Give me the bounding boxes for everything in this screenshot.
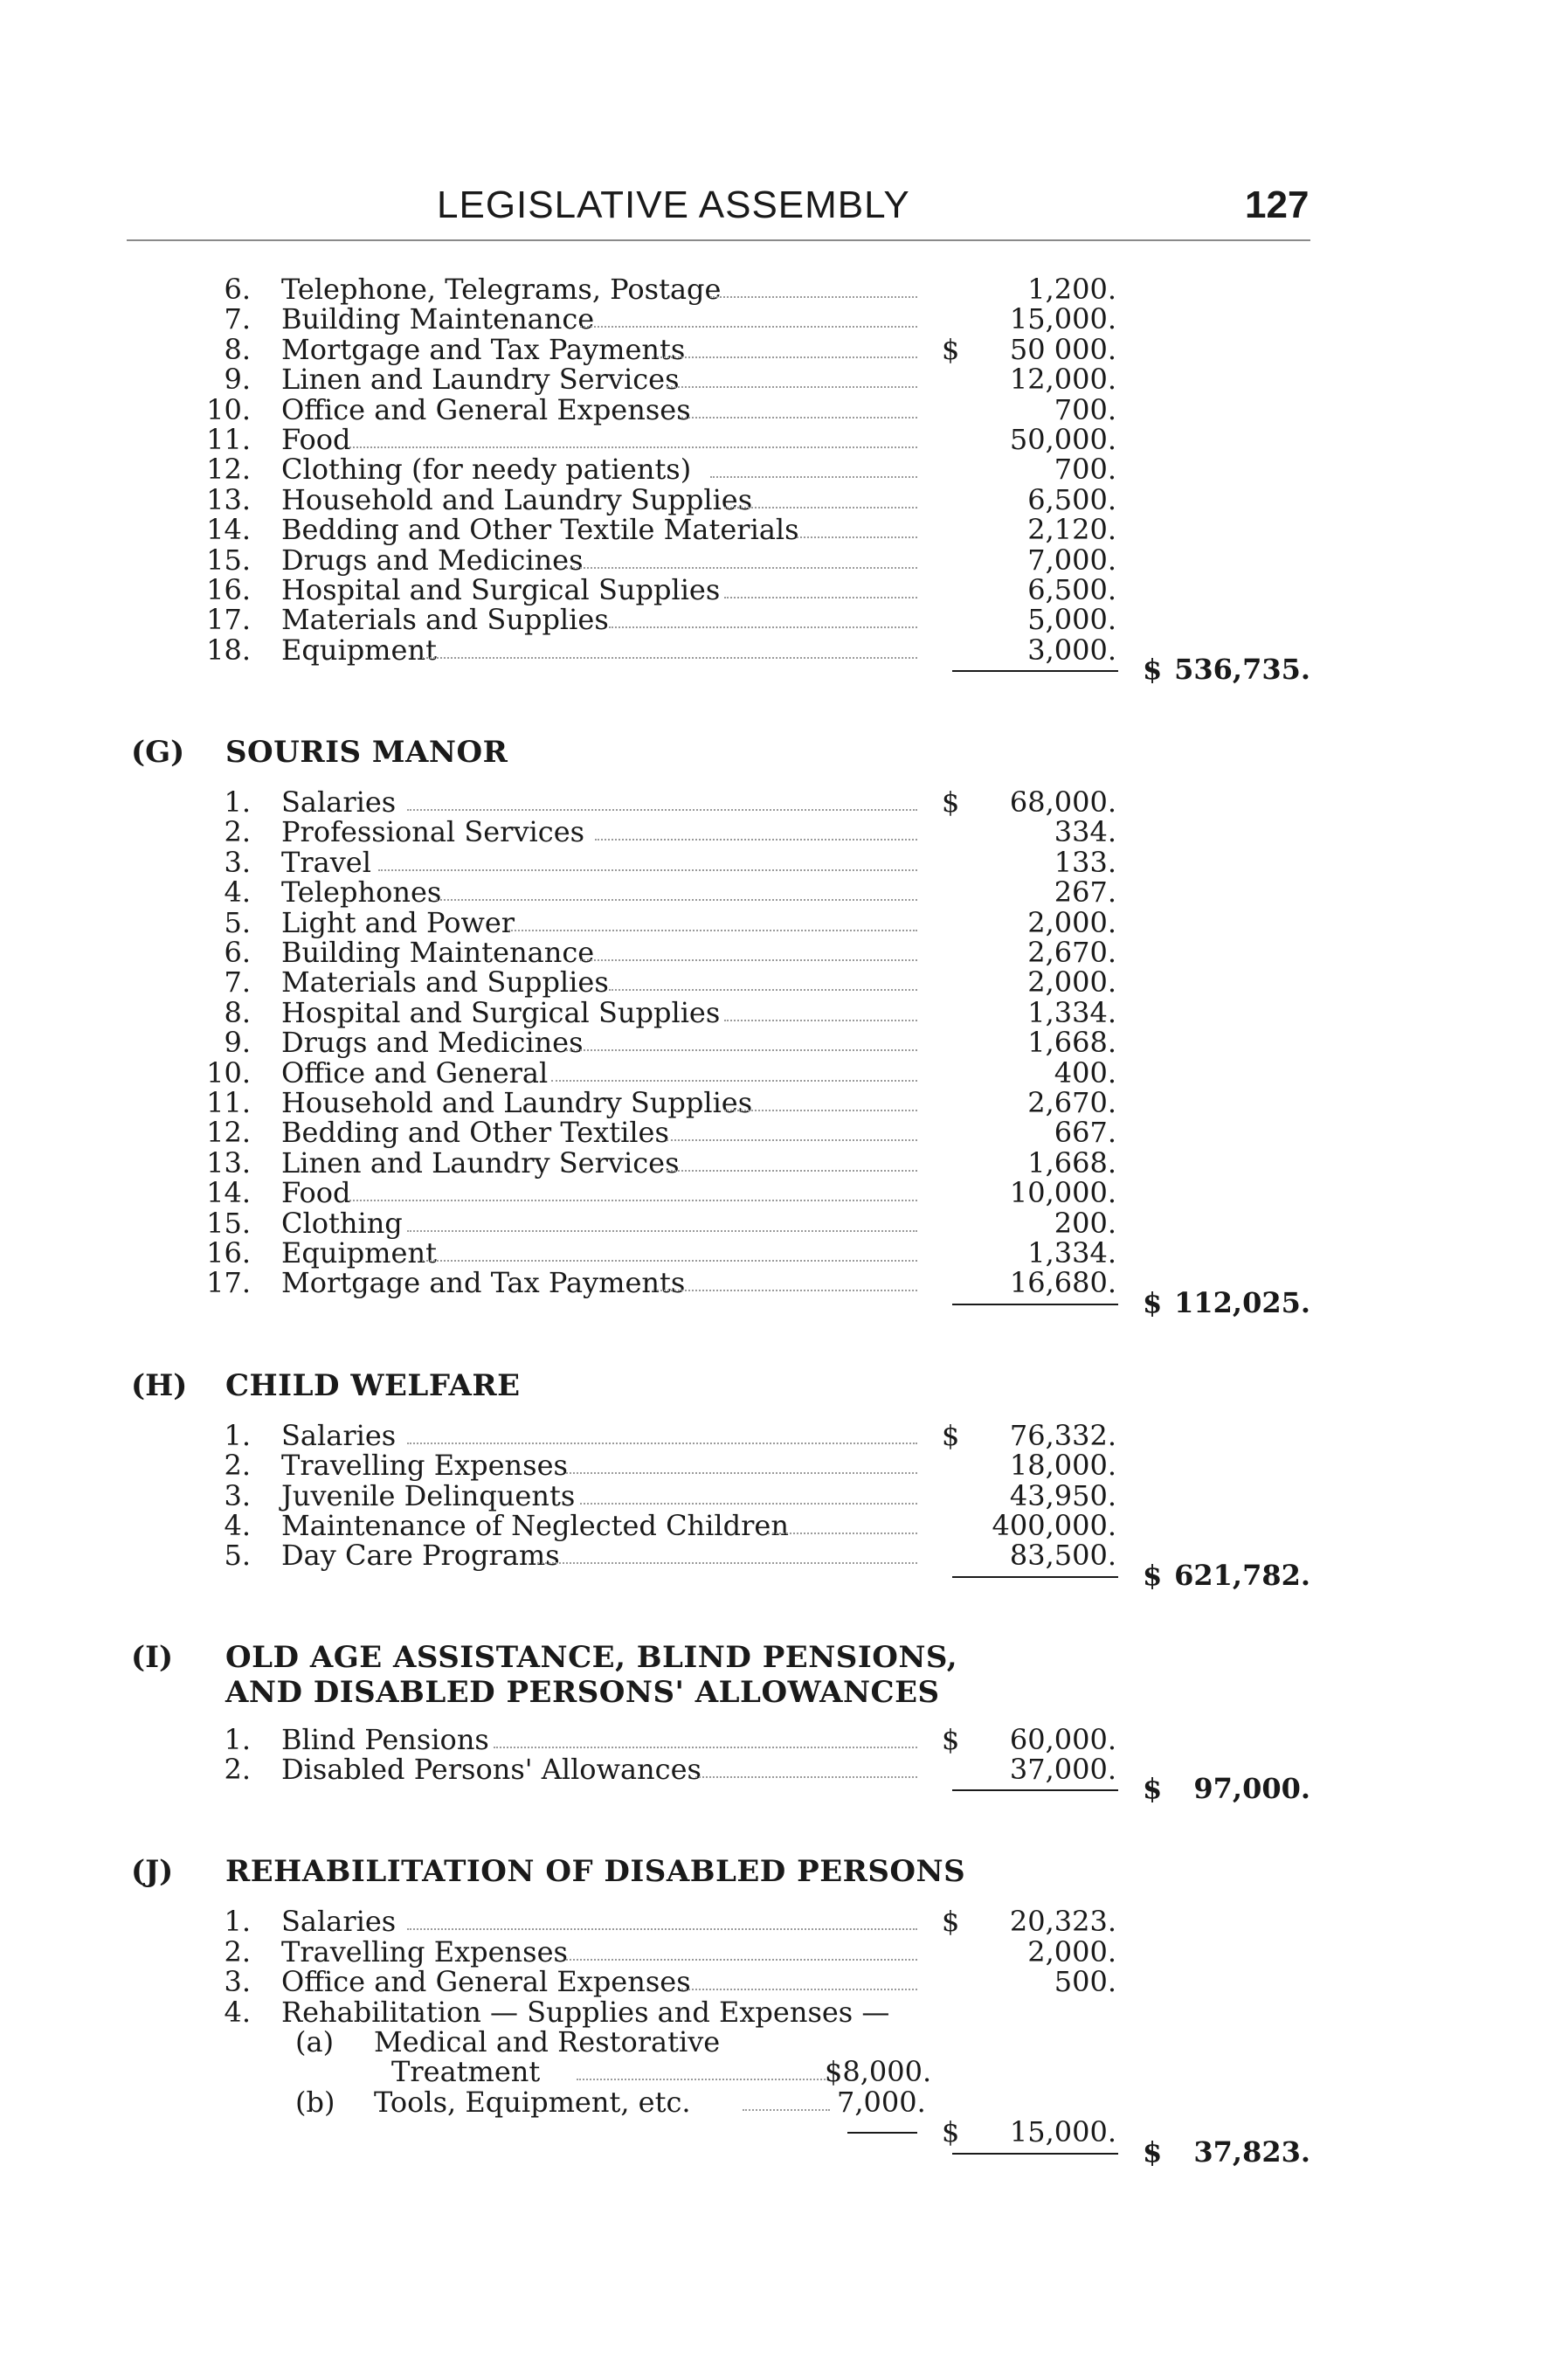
dot-leader <box>566 567 918 569</box>
item-number: 3. <box>224 845 251 879</box>
dot-leader <box>407 809 917 811</box>
item-number: 2. <box>224 1753 251 1787</box>
item-number: 3. <box>224 1478 251 1512</box>
line-item <box>0 422 1548 456</box>
line-item <box>0 1722 1548 1756</box>
total-rule <box>952 2153 1118 2155</box>
item-description: Office and General Expenses <box>281 1965 691 1999</box>
item-amount: 3,000. <box>1027 633 1116 667</box>
section-total-amount: 97,000. <box>1193 1772 1310 1806</box>
dot-leader <box>768 1532 918 1534</box>
total-dollar-sign: $ <box>1143 1558 1163 1592</box>
section-j-items <box>0 1905 1548 1999</box>
dot-leader <box>378 869 917 871</box>
item-description: Disabled Persons' Allowances <box>281 1753 701 1787</box>
item-number: 13. <box>206 482 251 516</box>
section-total-amount: 621,782. <box>1174 1558 1310 1592</box>
sub-item-description: Medical and Restorative <box>374 2025 721 2059</box>
dot-leader <box>710 296 918 298</box>
dollar-sign: $ <box>942 1418 960 1452</box>
item-number: 3. <box>224 1965 251 1999</box>
item-description: Equipment <box>281 1235 437 1270</box>
item-number: 6. <box>224 936 251 970</box>
item-amount: 1,334. <box>1027 1235 1116 1270</box>
item-amount: 700. <box>1054 392 1116 426</box>
sub-item <box>0 2055 1548 2089</box>
section-letter: (I) <box>131 1639 174 1675</box>
line-item <box>0 572 1548 606</box>
item-number: 6. <box>224 273 251 306</box>
section-letter: (H) <box>131 1367 188 1403</box>
line-item <box>0 995 1548 1029</box>
dot-leader <box>349 446 917 448</box>
section-title: CHILD WELFARE <box>225 1367 521 1403</box>
item-amount: 37,000. <box>1009 1753 1116 1787</box>
item-number: 8. <box>224 995 251 1029</box>
page-content <box>0 274 1548 2183</box>
item-amount: 1,200. <box>1027 273 1116 306</box>
dot-leader <box>577 2079 826 2080</box>
section-title: REHABILITATION OF DISABLED PERSONS <box>225 1854 966 1890</box>
section-h-items <box>0 1418 1548 1573</box>
item-amount: 10,000. <box>1009 1176 1116 1210</box>
line-item <box>0 363 1548 397</box>
dollar-sign: $ <box>942 785 960 820</box>
item-description: Materials and Supplies <box>281 965 609 1000</box>
item-number: 7. <box>224 965 251 1000</box>
dot-leader <box>537 1562 918 1564</box>
item-number: 17. <box>206 603 251 637</box>
item-number: 17. <box>206 1266 251 1300</box>
dot-leader <box>566 1049 918 1051</box>
item-number: 12. <box>206 1116 251 1150</box>
item-description: Rehabilitation — Supplies and Expenses — <box>281 1995 890 2029</box>
dot-leader <box>797 536 918 538</box>
item-description: Office and General <box>281 1055 549 1090</box>
line-item <box>0 936 1548 970</box>
item-number: 5. <box>224 905 251 939</box>
item-amount: 2,670. <box>1027 936 1116 970</box>
total-dollar-sign: $ <box>1143 2134 1163 2169</box>
line-item <box>0 545 1548 575</box>
dot-leader <box>580 1503 917 1505</box>
dot-leader <box>681 417 918 419</box>
item-amount: 16,680. <box>1009 1266 1116 1300</box>
dot-leader <box>349 1200 917 1201</box>
item-description: Salaries <box>281 1905 397 1939</box>
dot-leader <box>436 899 917 901</box>
item-number: 13. <box>206 1145 251 1180</box>
line-item <box>0 1235 1548 1270</box>
item-number: 4. <box>224 1995 251 2029</box>
line-item <box>0 332 1548 366</box>
line-item <box>0 1965 1548 1999</box>
dollar-sign: $ <box>942 1905 960 1939</box>
item-description: Equipment <box>281 633 437 667</box>
section-total <box>0 2134 1548 2183</box>
line-item <box>0 1449 1548 1483</box>
line-item <box>0 1055 1548 1090</box>
section-i-items <box>0 1722 1548 1787</box>
line-item <box>0 453 1548 487</box>
dot-leader <box>724 597 917 598</box>
sub-item-description: Treatment <box>391 2055 541 2089</box>
item-number: 1. <box>224 785 251 820</box>
item-amount: 2,670. <box>1027 1085 1116 1119</box>
section-heading <box>0 1368 1548 1407</box>
section-total-amount: 37,823. <box>1193 2134 1310 2169</box>
dollar-sign: $ <box>942 2115 960 2149</box>
line-item <box>0 1905 1548 1939</box>
dot-leader <box>595 839 918 841</box>
dot-leader <box>407 1928 917 1930</box>
item-description: Salaries <box>281 785 397 820</box>
section-f-continued <box>0 274 1548 665</box>
page-header <box>0 179 1548 232</box>
item-amount: 400,000. <box>992 1508 1116 1542</box>
total-rule <box>952 1576 1118 1578</box>
item-description: Food <box>281 422 351 456</box>
dot-leader <box>422 1260 918 1262</box>
item-number: 8. <box>224 332 251 366</box>
item-description: Bedding and Other Textiles <box>281 1116 669 1150</box>
item-amount: 2,000. <box>1027 965 1116 1000</box>
line-item <box>0 905 1548 939</box>
item-number: 7. <box>224 302 251 336</box>
item-amount: 15,000. <box>1009 302 1116 336</box>
item-description: Materials and Supplies <box>281 603 609 637</box>
line-item <box>0 274 1548 304</box>
section-heading <box>0 1854 1548 1892</box>
item-number: 11. <box>206 1085 251 1119</box>
item-amount: 500. <box>1054 1965 1116 1999</box>
item-number: 1. <box>224 1722 251 1756</box>
section-letter: (G) <box>131 735 185 771</box>
item-description: Juvenile Delinquents <box>281 1478 576 1512</box>
item-amount: 6,500. <box>1027 482 1116 516</box>
total-rule <box>952 1789 1118 1791</box>
section-total-amount: 536,735. <box>1174 653 1310 687</box>
item-description: Office and General Expenses <box>281 392 691 426</box>
section-heading-cont <box>0 1676 1548 1711</box>
item-amount: 200. <box>1054 1206 1116 1240</box>
section-heading <box>0 735 1548 773</box>
item-amount: 133. <box>1054 845 1116 879</box>
item-description: Blind Pensions <box>281 1722 489 1756</box>
section-letter: (J) <box>131 1854 174 1890</box>
item-description: Mortgage and Tax Payments <box>281 1266 686 1300</box>
line-item <box>0 1508 1548 1542</box>
subtotal-amount: 15,000. <box>1009 2115 1116 2149</box>
sub-item-letter: (a) <box>295 2025 335 2059</box>
dot-leader <box>407 1230 917 1232</box>
dot-leader <box>653 1290 918 1291</box>
line-item <box>0 1753 1548 1787</box>
line-item <box>0 965 1548 1000</box>
dot-leader <box>724 1110 917 1111</box>
item-description: Bedding and Other Textile Materials <box>281 513 799 547</box>
line-item <box>0 845 1548 879</box>
item-number: 15. <box>206 1206 251 1240</box>
item-description: Telephones <box>281 875 442 910</box>
item-amount: 60,000. <box>1009 1722 1116 1756</box>
item-number: 11. <box>206 422 251 456</box>
item-amount: 7,000. <box>1027 543 1116 577</box>
item-number: 18. <box>206 633 251 667</box>
dollar-sign: $ <box>942 332 960 366</box>
item-amount: 667. <box>1054 1116 1116 1150</box>
item-description: Maintenance of Neglected Children <box>281 1508 789 1542</box>
total-dollar-sign: $ <box>1143 1772 1163 1806</box>
total-rule <box>952 670 1118 672</box>
item-number: 9. <box>224 1026 251 1060</box>
item-amount: 5,000. <box>1027 603 1116 637</box>
item-description: Travelling Expenses <box>281 1449 568 1483</box>
item-number: 5. <box>224 1539 251 1573</box>
line-item <box>0 1266 1548 1300</box>
dot-leader <box>551 1080 917 1082</box>
item-amount: 267. <box>1054 875 1116 910</box>
item-number: 16. <box>206 572 251 606</box>
header-rule <box>127 239 1310 241</box>
item-amount: 2,120. <box>1027 513 1116 547</box>
item-amount: 6,500. <box>1027 572 1116 606</box>
line-item <box>0 875 1548 910</box>
total-dollar-sign: $ <box>1143 653 1163 687</box>
line-item <box>0 1539 1548 1573</box>
line-item <box>0 1145 1548 1180</box>
item-number: 14. <box>206 513 251 547</box>
dot-leader <box>667 1139 917 1141</box>
item-number: 10. <box>206 1055 251 1090</box>
item-amount: 68,000. <box>1009 785 1116 820</box>
item-amount: 50 000. <box>1009 332 1116 366</box>
item-description: Clothing (for needy patients) <box>281 453 692 487</box>
item-amount: 50,000. <box>1009 422 1116 456</box>
dot-leader <box>580 959 917 961</box>
line-item <box>0 304 1548 334</box>
dot-leader <box>566 1472 918 1474</box>
total-rule <box>952 1304 1118 1305</box>
dollar-sign: $ <box>942 1722 960 1756</box>
line-item <box>0 1997 1548 2027</box>
line-item <box>0 1934 1548 1968</box>
item-amount: 334. <box>1054 815 1116 849</box>
item-number: 15. <box>206 543 251 577</box>
dot-leader <box>609 989 917 991</box>
section-title-line1: OLD AGE ASSISTANCE, BLIND PENSIONS, <box>225 1639 958 1675</box>
dot-leader <box>681 1989 918 1990</box>
line-item <box>0 1026 1548 1060</box>
dot-leader <box>724 507 917 509</box>
item-description: Travel <box>281 845 371 879</box>
item-amount: 43,950. <box>1009 1478 1116 1512</box>
item-description: Building Maintenance <box>281 936 595 970</box>
item-description: Travelling Expenses <box>281 1934 568 1968</box>
item-description: Telephone, Telegrams, Postage <box>281 273 722 306</box>
sub-item-amount: 7,000. <box>837 2085 926 2119</box>
item-amount: 2,000. <box>1027 905 1116 939</box>
dot-leader <box>743 2109 830 2111</box>
line-item <box>0 392 1548 426</box>
line-item <box>0 1116 1548 1150</box>
item-number: 10. <box>206 392 251 426</box>
dot-leader <box>724 1020 917 1021</box>
item-number: 12. <box>206 453 251 487</box>
line-item <box>0 1085 1548 1119</box>
item-description: Linen and Laundry Services <box>281 363 680 397</box>
line-item <box>0 482 1548 516</box>
dot-leader <box>710 476 918 478</box>
dot-leader <box>667 1170 917 1172</box>
subtotal-row <box>0 2117 1548 2147</box>
sub-item <box>0 2027 1548 2057</box>
item-number: 4. <box>224 875 251 910</box>
item-amount: 1,334. <box>1027 995 1116 1029</box>
item-description: Mortgage and Tax Payments <box>281 332 686 366</box>
item-number: 2. <box>224 1934 251 1968</box>
item-number: 14. <box>206 1176 251 1210</box>
dot-leader <box>653 356 918 358</box>
item-amount: 83,500. <box>1009 1539 1116 1573</box>
item-description: Drugs and Medicines <box>281 543 584 577</box>
subtotal-rule <box>847 2132 917 2134</box>
section-title: SOURIS MANOR <box>225 735 508 771</box>
dot-leader <box>695 1776 917 1778</box>
section-total-amount: 112,025. <box>1174 1285 1310 1319</box>
section-heading <box>0 1641 1548 1676</box>
item-description: Household and Laundry Supplies <box>281 1085 753 1119</box>
item-number: 2. <box>224 1449 251 1483</box>
item-description: Salaries <box>281 1418 397 1452</box>
page-title: LEGISLATIVE ASSEMBLY <box>437 183 910 226</box>
line-item <box>0 1418 1548 1452</box>
line-item <box>0 817 1548 847</box>
item-description: Hospital and Surgical Supplies <box>281 572 721 606</box>
dot-leader <box>422 657 918 659</box>
item-number: 2. <box>224 815 251 849</box>
line-item <box>0 513 1548 547</box>
line-item <box>0 1478 1548 1512</box>
sub-item-amount: $8,000. <box>825 2055 932 2089</box>
section-total <box>0 1772 1548 1819</box>
line-item <box>0 635 1548 665</box>
item-amount: 700. <box>1054 453 1116 487</box>
dot-leader <box>580 326 917 328</box>
item-description: Linen and Laundry Services <box>281 1145 680 1180</box>
line-item <box>0 785 1548 820</box>
section-total <box>0 653 1548 700</box>
sub-item-letter: (b) <box>295 2085 335 2119</box>
item-number: 16. <box>206 1235 251 1270</box>
dot-leader <box>566 1959 918 1961</box>
item-number: 1. <box>224 1418 251 1452</box>
item-number: 1. <box>224 1905 251 1939</box>
dot-leader <box>508 930 918 931</box>
item-description: Household and Laundry Supplies <box>281 482 753 516</box>
item-number: 4. <box>224 1508 251 1542</box>
item-amount: 76,332. <box>1009 1418 1116 1452</box>
item-amount: 2,000. <box>1027 1934 1116 1968</box>
section-total <box>0 1558 1548 1606</box>
section-total <box>0 1285 1548 1333</box>
page-number: 127 <box>1245 183 1310 226</box>
item-description: Building Maintenance <box>281 302 595 336</box>
dot-leader <box>667 386 917 388</box>
item-description: Professional Services <box>281 815 585 849</box>
line-item <box>0 1176 1548 1210</box>
item-description: Light and Power <box>281 905 515 939</box>
item-amount: 12,000. <box>1009 363 1116 397</box>
item-description: Food <box>281 1176 351 1210</box>
total-dollar-sign: $ <box>1143 1285 1163 1319</box>
sub-item-description: Tools, Equipment, etc. <box>374 2085 691 2119</box>
dot-leader <box>494 1747 917 1748</box>
section-title-line2: AND DISABLED PERSONS' ALLOWANCES <box>225 1674 940 1710</box>
dot-leader <box>407 1443 917 1444</box>
sub-item <box>0 2087 1548 2117</box>
item-description: Hospital and Surgical Supplies <box>281 995 721 1029</box>
item-amount: 400. <box>1054 1055 1116 1090</box>
item-amount: 18,000. <box>1009 1449 1116 1483</box>
line-item <box>0 603 1548 637</box>
item-amount: 20,323. <box>1009 1905 1116 1939</box>
item-amount: 1,668. <box>1027 1026 1116 1060</box>
item-amount: 1,668. <box>1027 1145 1116 1180</box>
dot-leader <box>609 626 917 628</box>
line-item <box>0 1208 1548 1238</box>
item-description: Day Care Programs <box>281 1539 560 1573</box>
item-description: Drugs and Medicines <box>281 1026 584 1060</box>
section-g-items <box>0 787 1548 1298</box>
item-description: Clothing <box>281 1206 403 1240</box>
item-number: 9. <box>224 363 251 397</box>
